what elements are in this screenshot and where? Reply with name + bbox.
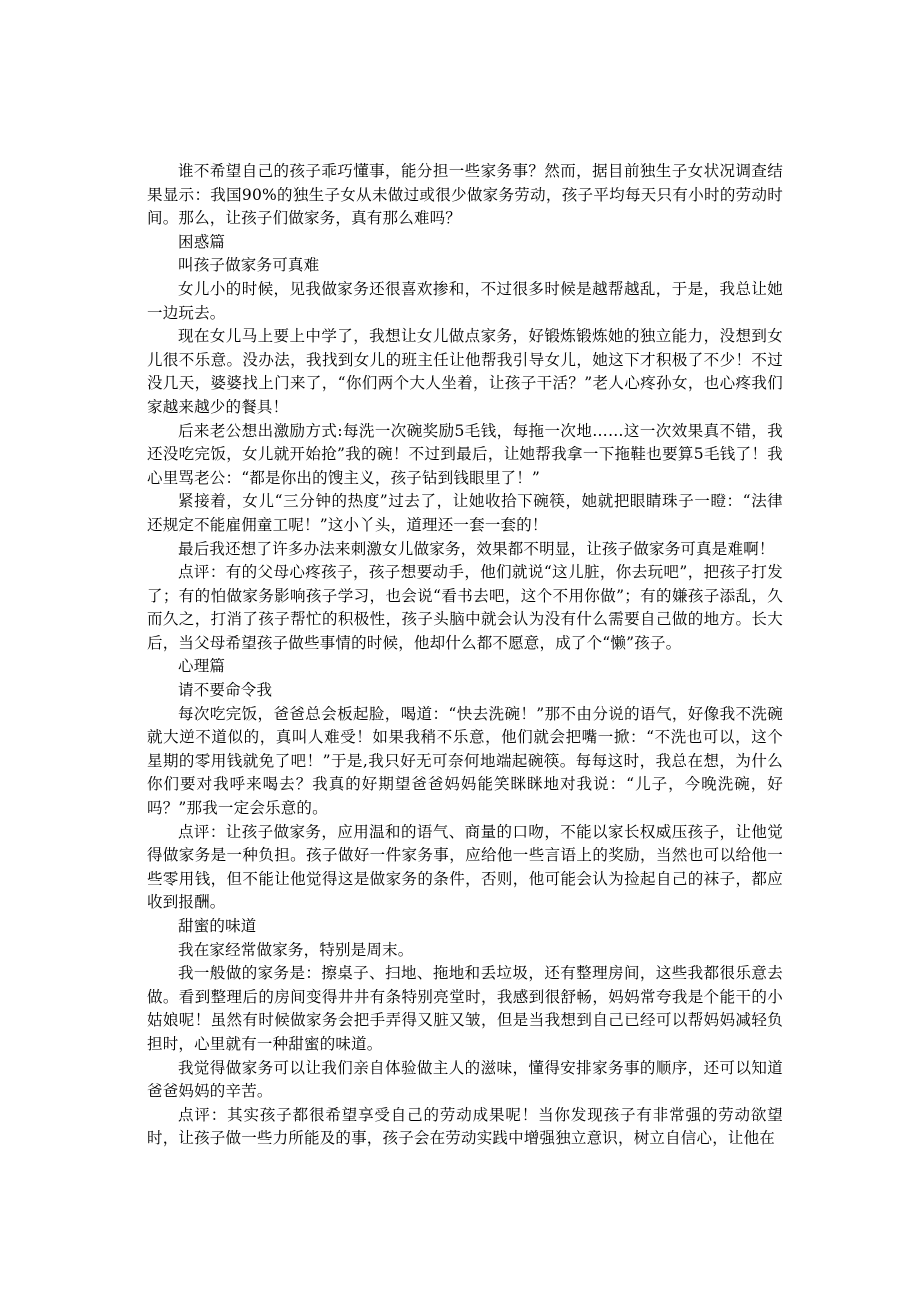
document-body [147,160,783,1151]
subheading-hard-to-ask: 叫孩子做家务可真难 [178,256,320,275]
paragraph-three-minutes: 紧接着，女儿“三分钟的热度”过去了，让她收拾下碗筷，她就把眼睛珠子一瞪：“法律还规定不能雇佣童工呢！”这小丫头，道理还一套一套的！ [147,492,783,534]
paragraph-daughter-middle-school: 现在女儿马上要上中学了，我想让女儿做点家务，好锻炼锻炼她的独立能力，没想到女儿很不乐意。没办法，我找到女儿的班主任让他帮我引导女儿，她这下才积极了不少！不过没几天，婆婆找上门来了，“你们两个大人坐着，让孩子干活？”老人心疼孙女，也心疼我们家越来越少的餐具！ [147,327,783,416]
paragraph-chores-list: 我一般做的家务是：擦桌子、扫地、拖地和丢垃圾，还有整理房间，这些我都很乐意去做。看到整理后的房间变得井井有条特别亮堂时，我感到很舒畅，妈妈常夸我是个能干的小姑娘呢！虽然有时候做家务会把手弄得又脏又皱，但是当我想到自己已经可以帮妈妈减轻负担时，心里就有一种甜蜜的味道。 [147,964,783,1053]
section-heading-confusion: 困惑篇 [178,232,226,251]
paragraph-intro: 谁不希望自己的孩子乖巧懂事，能分担一些家务事？然而，据目前独生子女状况调查结果显示：我国90%的独生子女从未做过或很少做家务劳动，孩子平均每天只有小时的劳动时间。那么，让孩子们做家务，真有那么难吗？ [147,162,783,228]
paragraph-comment-2: 点评：让孩子做家务，应用温和的语气、商量的口吻，不能以家长权威压孩子，让他觉得做家务是一种负担。孩子做好一件家务事，应给他一些言语上的奖励，当然也可以给他一些零用钱，但不能让他觉得这是做家务的条件，否则，他可能会认为捡起自己的袜子，都应收到报酬。 [147,822,783,912]
paragraph-comment-3: 点评：其实孩子都很希望享受自己的劳动成果呢！当你发现孩子有非常强的劳动欲望时，让孩子做一些力所能及的事，孩子会在劳动实践中增强独立意识，树立自信心，让他在 [147,1105,783,1148]
section-heading-psychology: 心理篇 [178,657,226,676]
paragraph-experience: 我觉得做家务可以让我们亲自体验做主人的滋味，懂得安排家务事的顺序，还可以知道爸爸妈妈的辛苦。 [147,1058,783,1101]
paragraph-daughter-young: 女儿小的时候，见我做家务还很喜欢掺和，不过很多时候是越帮越乱，于是，我总让她一边玩去。 [147,279,783,322]
paragraph-conclusion-hard: 最后我还想了许多办法来刺激女儿做家务，效果都不明显，让孩子做家务可真是难啊！ [178,539,775,558]
paragraph-weekend: 我在家经常做家务，特别是周末。 [178,940,414,959]
paragraph-wash-dishes: 每次吃完饭，爸爸总会板起脸，喝道：“快去洗碗！”那不由分说的语气，好像我不洗碗就大逆不道似的，真叫人难受！如果我稍不乐意，他们就会把嘴一掀：“不洗也可以，这个星期的零用钱就免了吧！”于是,我只好无可奈何地端起碗筷。每每这时，我总在想，为什么你们要对我呼来喝去？我真的好期望爸爸妈妈能笑眯眯地对我说：“儿子，今晚洗碗，好吗？”那我一定会乐意的。 [147,704,783,818]
paragraph-incentive: 后来老公想出激励方式:每洗一次碗奖励5毛钱，每拖一次地……这一次效果真不错，我还没吃完饭，女儿就开始抢”我的碗！不过到最后，让她帮我拿一下拖鞋也要算5毛钱了！我心里骂老公：“都是你出的馊主义，孩子钻到钱眼里了！” [147,421,783,487]
paragraph-comment-1: 点评：有的父母心疼孩子，孩子想要动手，他们就说“这儿脏，你去玩吧”，把孩子打发了；有的怕做家务影响孩子学习，也会说“看书去吧，这个不用你做”；有的嫌孩子添乱，久而久之，打消了孩子帮忙的积极性，孩子头脑中就会认为没有什么需要自己做的地方。长大后，当父母希望孩子做些事情的时候，他却什么都不愿意，成了个“懒”孩子。 [147,563,783,652]
subheading-dont-order-me: 请不要命令我 [178,681,273,700]
subheading-sweet-taste: 甜蜜的味道 [178,917,257,935]
